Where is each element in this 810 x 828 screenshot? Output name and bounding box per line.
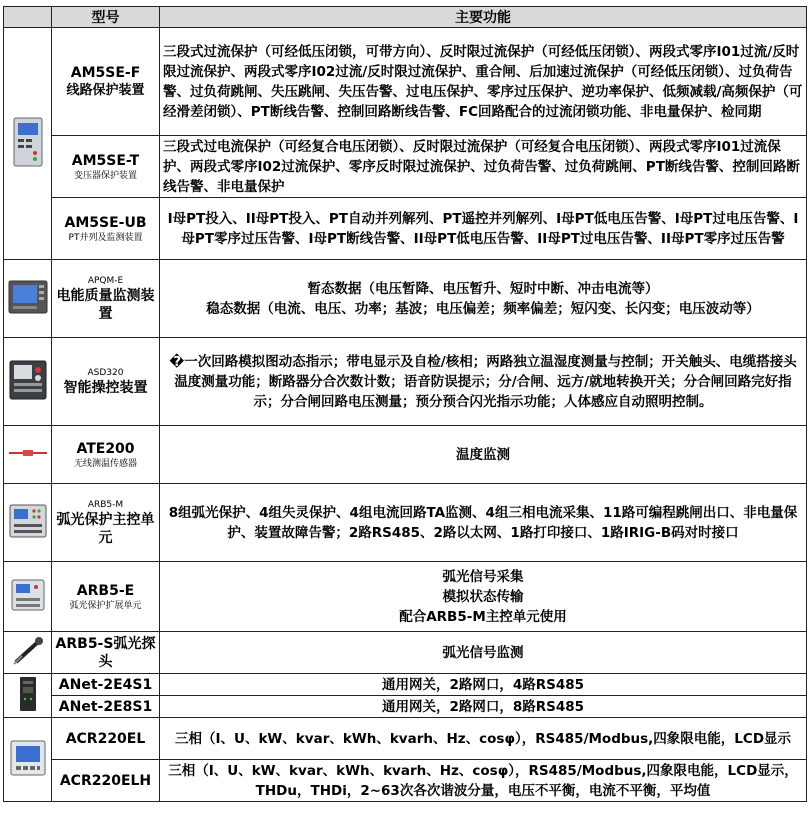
- table-row: [4, 484, 807, 562]
- function-cell: 三段式过电流保护（可经复合电压闭锁）、反时限过流保护（可经复合电压闭锁）、两段式零序I01过流保护、两段式零序I02过流保护、零序反时限过流保护、过负荷告警、过负荷跳闸、PT断线告警、控制回路断线告警、非电量保护: [160, 136, 807, 198]
- function-cell: 温度监测: [160, 426, 807, 484]
- model-subtitle: 变压器保护装置: [73, 170, 137, 181]
- function-cell: I母PT投入、II母PT投入、PT自动并列解列、PT遥控并列解列、I母PT低电压告警、I母PT过电压告警、I母PT零序过压告警、I母PT断线告警、II母PT低电压告警、II母PT过电压告警、II母PT零序过压告警: [160, 198, 807, 260]
- model-cell: [52, 632, 160, 674]
- protection-device-icon: [8, 116, 48, 168]
- function-line: 模拟状态传输: [442, 588, 524, 605]
- model-cell: [52, 696, 160, 718]
- function-line: 配合ARB5-M主控单元使用: [399, 608, 567, 625]
- gateway-image-cell: [4, 674, 52, 718]
- product-table: [3, 6, 807, 802]
- model-cell: [52, 136, 160, 198]
- model-code: ARB5-M: [87, 499, 124, 510]
- function-cell: 通用网关，2路网口，8路RS485: [160, 696, 807, 718]
- device-image-cell: [4, 562, 52, 632]
- device-image-cell: [4, 338, 52, 426]
- function-cell: 三相（I、U、kW、kvar、kWh、kvarh、Hz、cosφ），RS485/Modbus,四象限电能，LCD显示，THDu，THDi，2~63次各次谐波分量，电压不平衡，电流不平衡，平均值: [160, 760, 807, 802]
- arc-protection-main-unit-icon: [7, 502, 49, 540]
- model-name: ACR220ELH: [59, 772, 152, 789]
- meter-image-cell: [4, 718, 52, 802]
- function-cell: 8组弧光保护、4组失灵保护、4组电流回路TA监测、4组三相电流采集、11路可编程跳闸出口、非电量保护、装置故障告警；2路RS485、2路以太网、1路打印接口、1路IRIG-B码对时接口: [160, 484, 807, 562]
- function-line: 稳态数据（电流、电压、功率；基波；电压偏差；频率偏差；短闪变、长闪变；电压波动等）: [206, 300, 760, 317]
- model-cell: [52, 28, 160, 136]
- header-model: 型号: [52, 7, 160, 28]
- table-row: [4, 760, 807, 802]
- function-cell: 三相（I、U、kW、kvar、kWh、kvarh、Hz、cosφ），RS485/Modbus,四象限电能，LCD显示: [160, 718, 807, 760]
- model-cell: [52, 426, 160, 484]
- function-line: 暂态数据（电压暂降、电压暂升、短时中断、冲击电流等）: [307, 280, 659, 297]
- table-row: [4, 136, 807, 198]
- model-name: AM5SE-F: [70, 64, 141, 81]
- function-line: 弧光信号采集: [442, 568, 524, 585]
- header-blank: [4, 7, 52, 28]
- model-cell: [52, 674, 160, 696]
- model-name: 智能操控装置: [63, 379, 148, 396]
- model-name: AM5SE-T: [71, 152, 140, 169]
- table-row: [4, 198, 807, 260]
- function-cell: 弧光信号监测: [160, 632, 807, 674]
- table-row: [4, 632, 807, 674]
- model-name: 电能质量监测装置: [56, 287, 155, 322]
- table-row: [4, 28, 807, 136]
- power-quality-monitor-icon: [7, 279, 49, 315]
- table-row: [4, 562, 807, 632]
- model-name: ANet-2E8S1: [58, 698, 153, 715]
- protection-device-image-cell: [4, 28, 52, 260]
- function-cell: [160, 260, 807, 338]
- model-cell: [52, 198, 160, 260]
- table-row: [4, 674, 807, 696]
- power-meter-icon: [8, 738, 48, 778]
- header-row: [4, 7, 807, 28]
- header-function: 主要功能: [160, 7, 807, 28]
- model-cell: [52, 484, 160, 562]
- model-cell: [52, 260, 160, 338]
- model-cell: [52, 338, 160, 426]
- function-cell: 通用网关，2路网口，4路RS485: [160, 674, 807, 696]
- function-cell: [160, 562, 807, 632]
- device-image-cell: [4, 260, 52, 338]
- model-name: ANet-2E4S1: [58, 676, 153, 693]
- function-cell: 三段式过流保护（可经低压闭锁，可带方向）、反时限过流保护（可经低压闭锁）、两段式零序I01过流/反时限过流保护、两段式零序I02过流/反时限过流保护、重合闸、后加速过流保护（可经低压闭锁）、过负荷告警、过负荷跳闸、失压跳闸、失压告警、过电压保护、零序过压保护、逆功率保护、低频减载/高频保护（可经滑差闭锁）、PT断线告警、控制回路断线告警、FC回路配合的过流闭锁功能、非电量保护、检同期: [160, 28, 807, 136]
- arc-protection-extension-unit-icon: [8, 577, 48, 613]
- arc-probe-icon: [10, 636, 46, 666]
- smart-control-device-icon: [7, 358, 49, 402]
- model-name: ATE200: [76, 440, 135, 457]
- function-cell: �一次回路模拟图动态指示；带电显示及自检/核相；两路独立温湿度测量与控制；开关触头、电缆搭接头温度测量功能；断路器分合次数计数；语音防误提示；分/合闸、远方/就地转换开关；分合闸回路完好指示；分合闸回路电压测量；预分预合闪光指示功能；人体感应自动照明控制。: [160, 338, 807, 426]
- model-name: AM5SE-UB: [64, 214, 147, 231]
- model-subtitle: PT并列及监测装置: [68, 232, 143, 243]
- model-cell: [52, 760, 160, 802]
- wireless-sensor-icon: [7, 446, 49, 460]
- table-row: [4, 426, 807, 484]
- model-name: ARB5-E: [76, 582, 135, 599]
- model-subtitle: 弧光保护扩展单元: [69, 600, 142, 611]
- device-image-cell: [4, 426, 52, 484]
- model-cell: [52, 562, 160, 632]
- model-name: ARB5-S弧光探头: [55, 635, 156, 670]
- table-row: [4, 338, 807, 426]
- model-subtitle: 无线测温传感器: [73, 458, 137, 469]
- model-code: APQM-E: [87, 275, 124, 286]
- device-image-cell: [4, 484, 52, 562]
- device-image-cell: [4, 632, 52, 674]
- model-name: ACR220EL: [65, 730, 146, 747]
- table-row: [4, 260, 807, 338]
- model-name: 弧光保护主控单元: [56, 511, 155, 546]
- gateway-icon: [16, 675, 40, 713]
- table-row: [4, 696, 807, 718]
- model-code: ASD320: [87, 367, 124, 378]
- model-cell: [52, 718, 160, 760]
- model-subtitle: 线路保护装置: [66, 82, 145, 98]
- table-row: [4, 718, 807, 760]
